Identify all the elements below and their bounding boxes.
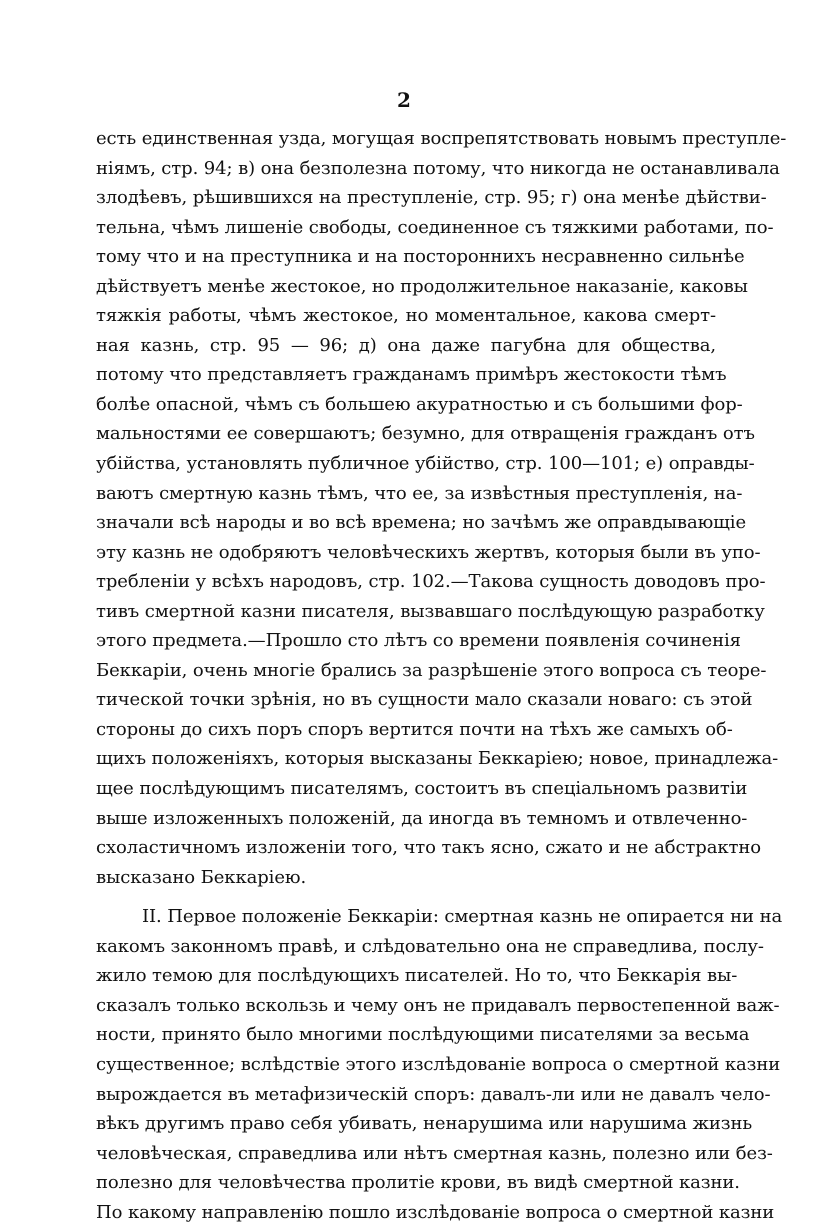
- text-line: потому что представляетъ гражданамъ примѣръ жестокости тѣмъ: [96, 364, 727, 386]
- paragraph-1: [96, 124, 787, 892]
- text-line: эту казнь не одобряютъ человѣческихъ жертвъ, которыя были въ упо-: [96, 541, 761, 563]
- text-line: убійства, установлять публичное убійство, стр. 100—101; е) оправды-: [96, 453, 755, 475]
- body-text: [96, 124, 787, 1227]
- text-line: тической точки зрѣнія, но въ сущности мало сказали новаго: съ этой: [96, 689, 753, 711]
- text-line: высказано Беккаріею.: [96, 866, 307, 888]
- text-line: этого предмета.—Прошло сто лѣтъ со времени появленія сочиненія: [96, 630, 741, 652]
- paragraph-gap: [96, 892, 716, 902]
- text-line: мальностями ее совершаютъ; безумно, для отвращенія гражданъ отъ: [96, 423, 755, 445]
- text-line: дѣйствуетъ менѣе жестокое, но продолжительное наказаніе, каковы: [96, 275, 748, 297]
- text-line: злодѣевъ, рѣшившихся на преступленіе, стр. 95; г) она менѣе дѣйстви-: [96, 187, 767, 209]
- text-line: щее послѣдующимъ писателямъ, состоитъ въ спеціальномъ развитіи: [96, 778, 748, 800]
- text-line: ніямъ, стр. 94; в) она безполезна потому, что никогда не останавливала: [96, 157, 780, 179]
- text-line: щихъ положеніяхъ, которыя высказаны Беккаріею; новое, принадлежа-: [96, 748, 779, 770]
- text-line: существенное; вслѣдствіе этого изслѣдованіе вопроса о смертной казни: [96, 1053, 781, 1075]
- text-line: тяжкія работы, чѣмъ жестокое, но моментальное, какова смерт-: [96, 305, 716, 327]
- text-line: какомъ законномъ правѣ, и слѣдовательно она не справедлива, послу-: [96, 935, 764, 957]
- text-line: жило темою для послѣдующихъ писателей. Но то, что Беккарія вы-: [96, 965, 738, 987]
- text-line: ности, принято было многими послѣдующими писателями за весьма: [96, 1024, 750, 1046]
- text-line: сказалъ только вскользь и чему онъ не придавалъ первостепенной важ-: [96, 994, 780, 1016]
- page-number: 2: [397, 88, 411, 112]
- text-line: тому что и на преступника и на постороннихъ несравненно сильнѣе: [96, 246, 745, 268]
- text-line: Беккаріи, очень многіе брались за разрѣшеніе этого вопроса съ теоре-: [96, 659, 767, 681]
- text-line: вѣкъ другимъ право себя убивать, ненарушима или нарушима жизнь: [96, 1113, 753, 1135]
- text-line: стороны до сихъ поръ споръ вертится почти на тѣхъ же самыхъ об-: [96, 718, 733, 740]
- text-line: требленіи у всѣхъ народовъ, стр. 102.—Такова сущность доводовъ про-: [96, 571, 766, 593]
- text-line: схоластичномъ изложеніи того, что такъ ясно, сжато и не абстрактно: [96, 837, 761, 859]
- text-line: ваютъ смертную казнь тѣмъ, что ее, за извѣстныя преступленія, на-: [96, 482, 743, 504]
- text-line: тельна, чѣмъ лишеніе свободы, соединенное съ тяжкими работами, по-: [96, 216, 774, 238]
- text-line: человѣческая, справедлива или нѣтъ смертная казнь, полезно или без-: [96, 1142, 773, 1164]
- text-line: значали всѣ народы и во всѣ времена; но зачѣмъ же оправдывающіе: [96, 512, 746, 534]
- text-line: болѣе опасной, чѣмъ съ большею акуратностью и съ большими фор-: [96, 393, 743, 415]
- text-line: полезно для человѣчества пролитіе крови, въ видѣ смертной казни.: [96, 1172, 740, 1194]
- text-line: II. Первое положеніе Беккаріи: смертная казнь не опирается ни на: [142, 906, 783, 928]
- text-line: По какому направленію пошло изслѣдованіе вопроса о смертной казни: [96, 1201, 775, 1223]
- text-line: ная казнь, стр. 95 — 96; д) она даже пагубна для общества,: [96, 334, 716, 356]
- text-line: выше изложенныхъ положеній, да иногда въ темномъ и отвлеченно-: [96, 807, 748, 829]
- text-line: есть единственная узда, могущая воспрепятствовать новымъ преступле-: [96, 128, 787, 149]
- paragraph-2: [96, 902, 783, 1227]
- text-line: вырождается въ метафизическій споръ: давалъ-ли или не давалъ чело-: [96, 1083, 771, 1105]
- text-line: тивъ смертной казни писателя, вызвавшаго послѣдующую разработку: [96, 600, 765, 622]
